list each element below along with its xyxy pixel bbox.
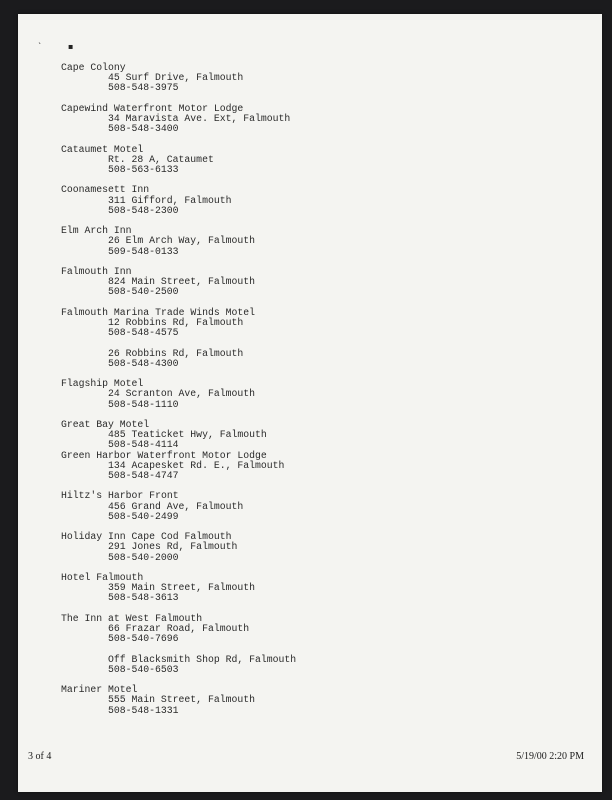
listing-entry (61, 573, 581, 604)
lodging-phone: 508-540-2000 (108, 551, 179, 563)
lodging-phone: 508-540-7696 (108, 633, 179, 645)
lodging-phone: 508-548-2300 (108, 204, 179, 216)
listing-entry (61, 267, 581, 298)
lodging-address: 66 Frazar Road, Falmouth (108, 622, 250, 634)
lodging-phone: 508-540-6503 (108, 663, 179, 675)
lodging-phone: 508-548-1331 (108, 704, 179, 716)
listing-entry (61, 614, 581, 675)
stray-dot-mark: ▪ (68, 42, 74, 51)
lodging-listing (61, 63, 581, 716)
lodging-address: 311 Gifford, Falmouth (108, 194, 232, 206)
lodging-name: Coonamesett Inn (61, 184, 150, 196)
entry-spacer (61, 216, 581, 226)
listing-entry (61, 308, 581, 369)
listing-entry (61, 685, 581, 716)
lodging-name: Holiday Inn Cape Cod Falmouth (61, 531, 232, 543)
lodging-name: Hotel Falmouth (61, 571, 144, 583)
lodging-address: 34 Maravista Ave. Ext, Falmouth (108, 113, 291, 124)
lodging-address: 12 Robbins Rd, Falmouth (108, 316, 244, 328)
lodging-name: Cape Colony (61, 62, 126, 73)
lodging-phone: 508-548-4575 (108, 327, 179, 339)
entry-spacer (61, 675, 581, 685)
print-timestamp: 5/19/00 2:20 PM (516, 751, 584, 762)
listing-entry (61, 379, 581, 410)
lodging-phone: 508-563-6133 (108, 164, 179, 175)
lodging-address: 26 Elm Arch Way, Falmouth (108, 235, 255, 247)
lodging-address: Rt. 28 A, Cataumet (108, 153, 214, 165)
lodging-name: Great Bay Motel (61, 418, 150, 430)
lodging-name: Capewind Waterfront Motor Lodge (61, 102, 244, 114)
lodging-name: Falmouth Marina Trade Winds Motel (61, 306, 256, 318)
lodging-address: 45 Surf Drive, Falmouth (108, 72, 244, 84)
lodging-address: 26 Robbins Rd, Falmouth (108, 347, 244, 359)
lodging-name: The Inn at West Falmouth (61, 612, 203, 624)
lodging-phone: 508-548-4114 (108, 439, 179, 451)
lodging-name: Mariner Motel (61, 684, 138, 696)
lodging-address: 824 Main Street, Falmouth (108, 276, 255, 288)
lodging-address: 555 Main Street, Falmouth (108, 694, 255, 706)
lodging-name: Elm Arch Inn (61, 225, 132, 237)
entry-spacer (61, 257, 581, 267)
listing-entry (61, 226, 581, 257)
listing-entry (61, 420, 581, 451)
lodging-address: Off Blacksmith Shop Rd, Falmouth (108, 653, 297, 665)
listing-entry (61, 63, 581, 94)
listing-entry (61, 145, 581, 176)
lodging-name: Cataumet Motel (61, 143, 144, 155)
lodging-phone: 508-548-4300 (108, 357, 179, 369)
lodging-address: 134 Acapesket Rd. E., Falmouth (108, 459, 285, 471)
lodging-phone: 508-548-3613 (108, 592, 179, 604)
lodging-phone: 508-540-2500 (108, 286, 179, 298)
lodging-address: 291 Jones Rd, Falmouth (108, 541, 238, 553)
lodging-address: 485 Teaticket Hwy, Falmouth (108, 429, 267, 441)
lodging-address: 24 Scranton Ave, Falmouth (108, 388, 255, 400)
listing-entry (61, 185, 581, 216)
lodging-address: 359 Main Street, Falmouth (108, 582, 255, 594)
page-number: 3 of 4 (28, 751, 52, 762)
lodging-phone: 508-548-3400 (108, 123, 179, 135)
lodging-name: Falmouth Inn (61, 265, 132, 277)
lodging-phone: 509-548-0133 (108, 245, 179, 257)
stray-tick-mark: ˋ (38, 42, 42, 51)
listing-entry (61, 532, 581, 563)
lodging-name: Green Harbor Waterfront Motor Lodge (61, 449, 267, 461)
lodging-address: 456 Grand Ave, Falmouth (108, 500, 244, 512)
document-page (18, 14, 602, 792)
listing-entry (61, 451, 581, 482)
lodging-name: Flagship Motel (61, 378, 144, 390)
listing-entry (61, 104, 581, 135)
lodging-phone: 508-540-2499 (108, 510, 179, 522)
lodging-name: Hiltz's Harbor Front (61, 490, 179, 502)
lodging-phone: 508-548-4747 (108, 469, 179, 481)
lodging-phone: 508-548-1110 (108, 398, 179, 410)
listing-entry (61, 491, 581, 522)
lodging-phone: 508-548-3975 (108, 82, 179, 94)
